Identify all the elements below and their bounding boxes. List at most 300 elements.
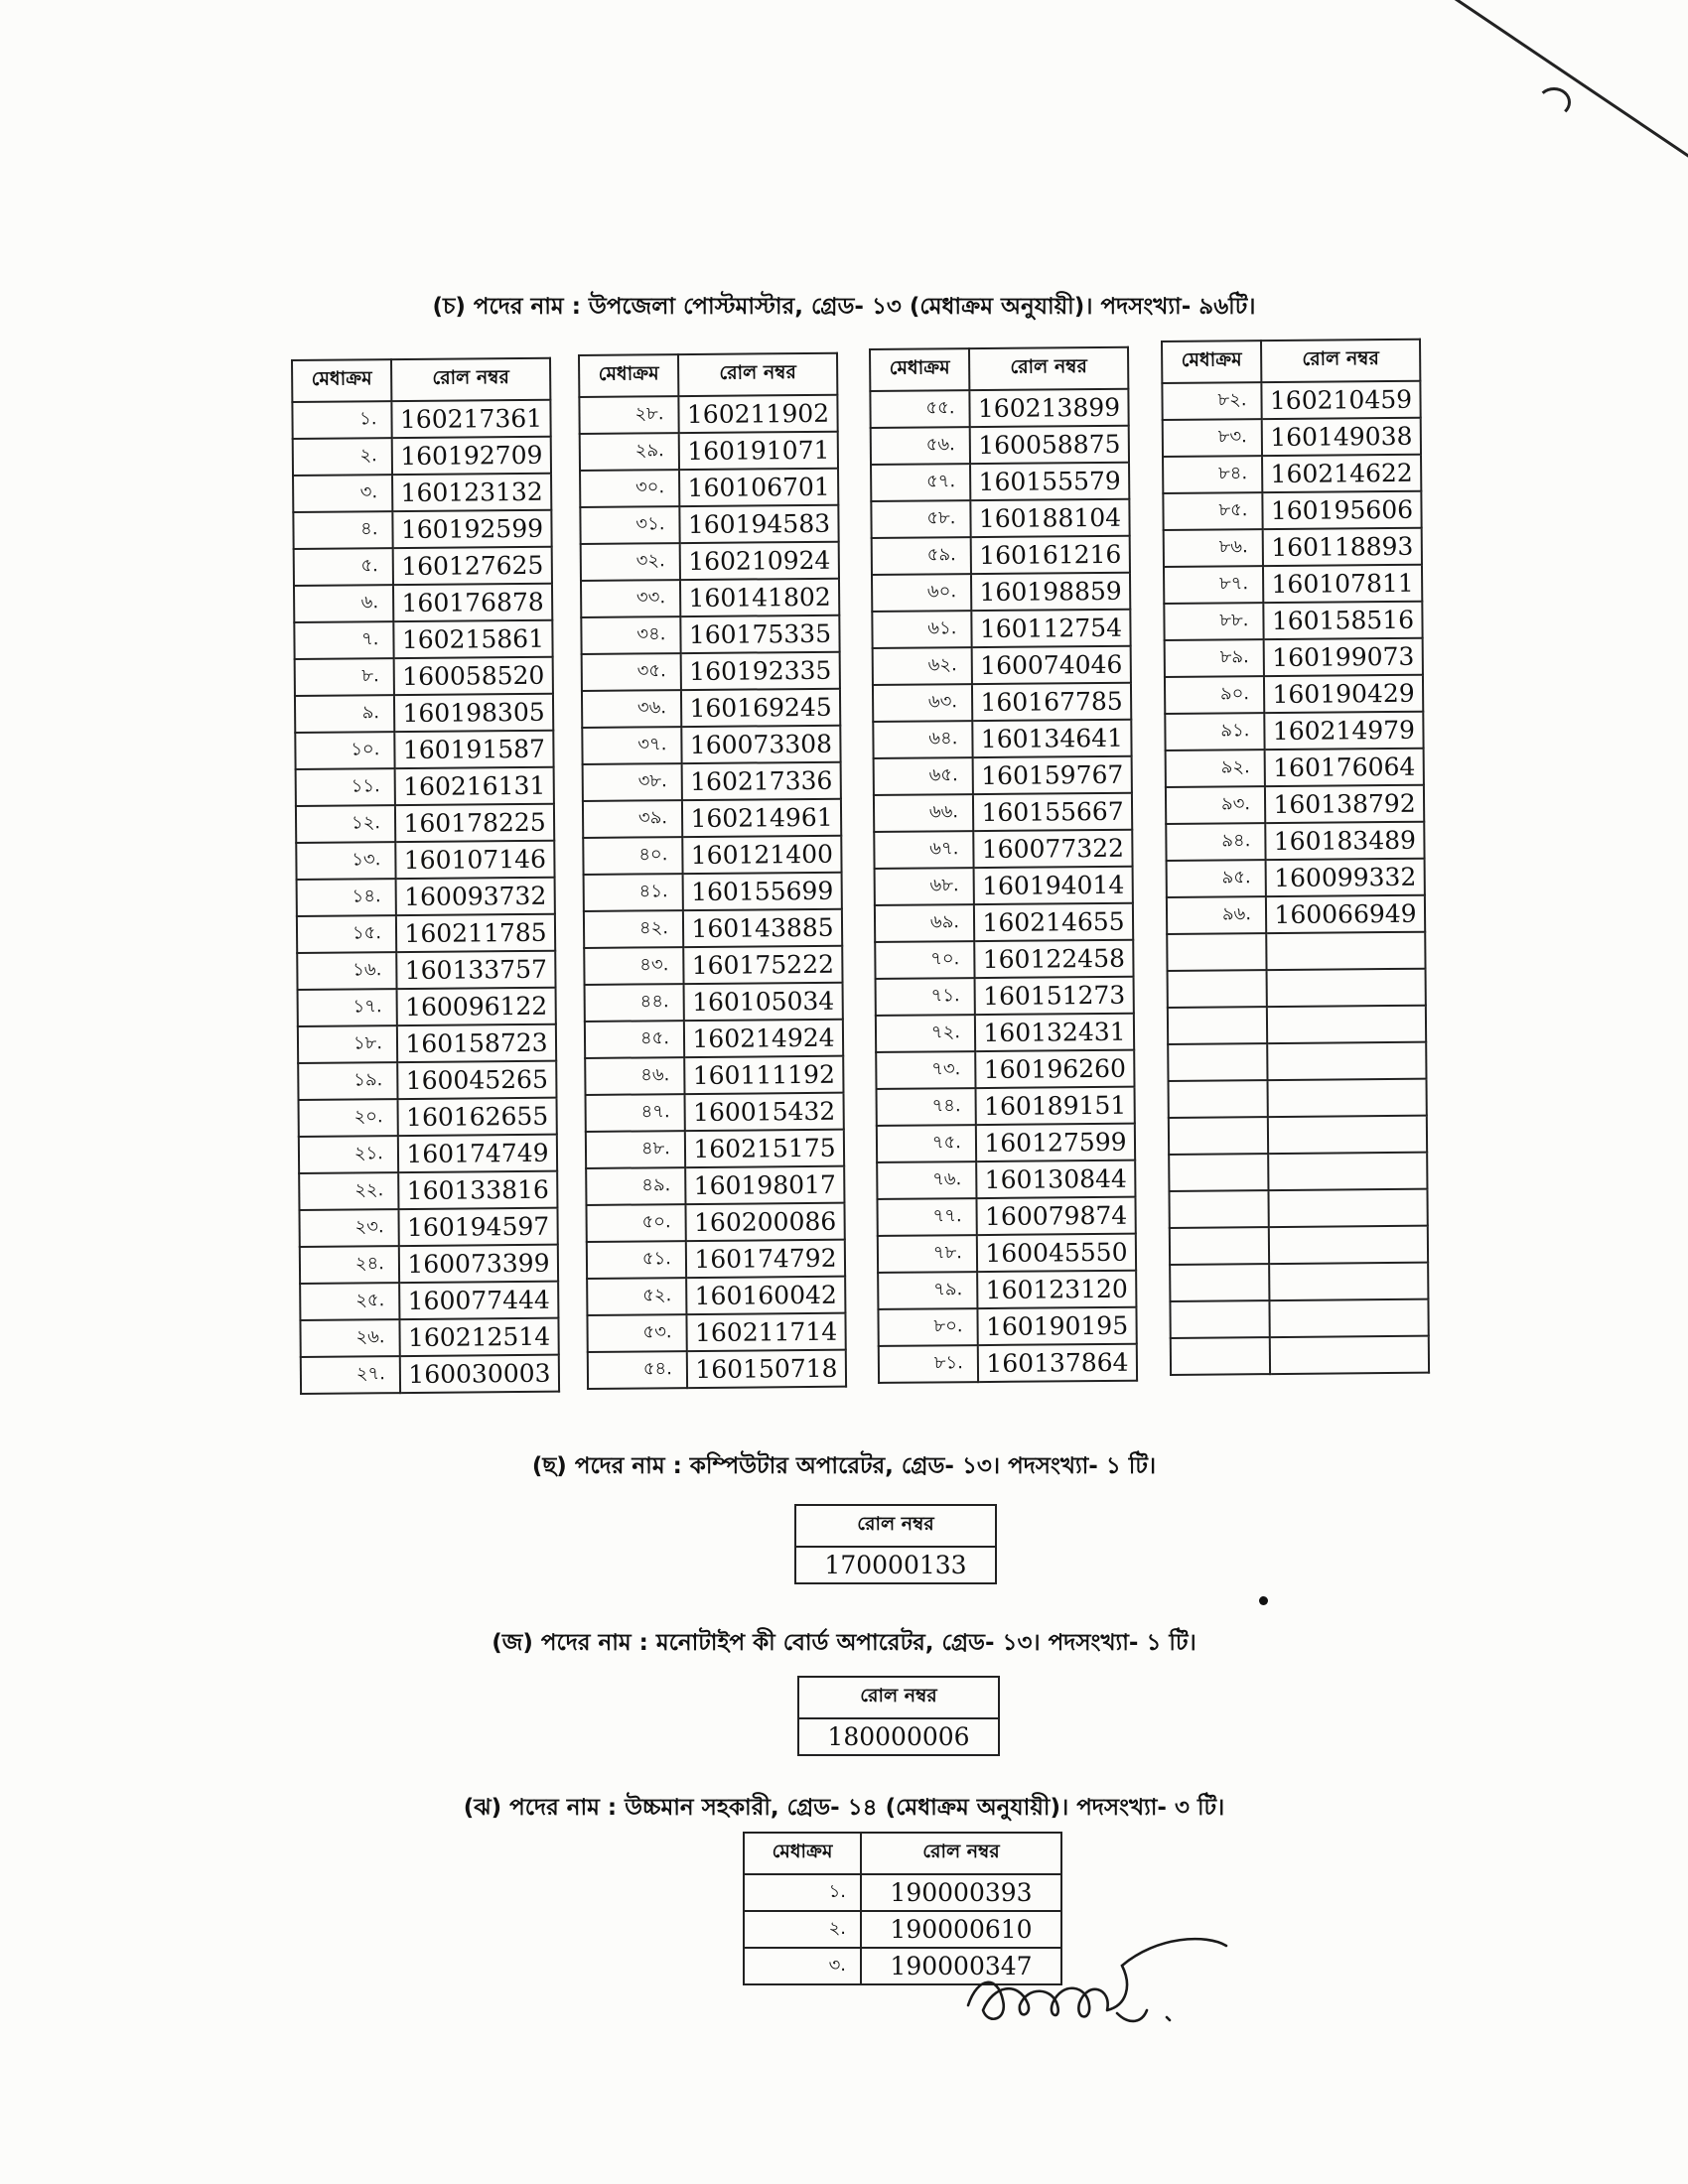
merit-serial <box>1169 1154 1268 1191</box>
table-row <box>1167 859 1425 897</box>
table-row <box>580 469 838 507</box>
roll-number: 160123132 <box>392 474 551 511</box>
merit-serial: ৩. <box>293 475 392 512</box>
table-row <box>877 1087 1135 1126</box>
table-row <box>879 1344 1137 1383</box>
table-row <box>1166 749 1424 787</box>
table-row <box>586 1166 844 1205</box>
roll-number: 160162655 <box>398 1098 557 1136</box>
table-row <box>298 1061 556 1100</box>
roll-number: 160093732 <box>396 878 555 915</box>
table-row <box>1162 381 1420 420</box>
roll-number: 160210924 <box>680 542 839 580</box>
merit-serial: ৫. <box>294 548 393 586</box>
merit-serial: ৭৭. <box>877 1198 976 1236</box>
merit-serial: ১৪. <box>297 879 396 916</box>
monotype-operator-table <box>797 1676 1000 1756</box>
section-ch-heading: (চ) পদের নাম : উপজেলা পোস্টমাস্টার, গ্রেড- ১৩ (মেধাক্রম অনুযায়ী)। পদসংখ্যা- ৯৬টি। <box>432 294 1256 320</box>
table-row <box>877 1197 1135 1236</box>
roll-number <box>1267 969 1426 1007</box>
merit-serial: ৮০. <box>878 1308 977 1346</box>
merit-serial: ৭৮. <box>878 1235 977 1273</box>
table-row <box>294 584 552 622</box>
table-row <box>581 615 839 654</box>
merit-serial: ৪১. <box>584 874 683 911</box>
merit-serial: ৯৩. <box>1166 786 1265 824</box>
roll-number: 160217361 <box>391 400 550 438</box>
roll-number: 160210459 <box>1261 381 1420 419</box>
table-row <box>1169 1079 1427 1118</box>
merit-serial: ৭৪. <box>877 1088 976 1126</box>
roll-number: 160211902 <box>678 395 837 433</box>
merit-serial: ৫১. <box>587 1241 686 1279</box>
roll-number: 160191587 <box>394 731 553 768</box>
roll-number: 160192335 <box>681 652 840 690</box>
table-row <box>299 1098 557 1137</box>
table-row <box>872 610 1130 648</box>
roll-number: 160132431 <box>975 1014 1134 1051</box>
roll-header: রোল নম্বর <box>969 347 1128 390</box>
roll-number: 160134641 <box>972 720 1131 757</box>
merit-serial: ২২. <box>299 1172 398 1210</box>
table-row <box>297 878 555 916</box>
roll-number: 160194014 <box>974 867 1133 904</box>
table-row <box>871 463 1129 501</box>
roll-number <box>1268 1079 1427 1117</box>
roll-number <box>1268 1153 1427 1190</box>
merit-serial: ৩৪. <box>581 616 680 654</box>
table-row <box>874 756 1132 795</box>
roll-header: রোল নম্বর <box>1261 340 1420 382</box>
table-row <box>876 1014 1134 1052</box>
table-row <box>875 867 1133 905</box>
roll-number: 160155699 <box>683 873 842 910</box>
merit-serial: ৮. <box>295 658 394 696</box>
table-row <box>586 1203 844 1242</box>
merit-serial: ৪০. <box>583 837 682 875</box>
roll-number: 160015432 <box>685 1093 844 1131</box>
roll-number: 160045550 <box>977 1234 1136 1272</box>
merit-header: মেধাক্রম <box>579 354 678 397</box>
roll-number <box>1270 1336 1429 1374</box>
roll-header: রোল নম্বর <box>798 1677 999 1718</box>
table-row <box>293 510 551 549</box>
roll-number: 160159767 <box>973 756 1132 794</box>
table-row <box>878 1307 1136 1346</box>
merit-serial: ২৭. <box>301 1356 400 1394</box>
merit-serial: ৩৭. <box>582 727 681 764</box>
table-row <box>294 620 552 659</box>
table-row <box>586 1093 844 1132</box>
merit-serial: ৫২. <box>587 1278 686 1315</box>
roll-number <box>1267 1042 1426 1080</box>
table-row <box>870 389 1128 428</box>
merit-serial: ২৫. <box>300 1283 399 1320</box>
punch-hole-mark <box>1537 87 1571 117</box>
merit-table-column-1 <box>291 357 560 1395</box>
merit-serial: ৩৮. <box>583 763 682 801</box>
merit-serial: ৬১. <box>872 611 971 648</box>
table-row <box>582 689 840 728</box>
roll-number: 160149038 <box>1262 418 1421 456</box>
roll-number: 160199073 <box>1264 638 1423 676</box>
merit-serial: ৫৩. <box>587 1314 686 1352</box>
table-row <box>1165 712 1423 751</box>
table-row <box>873 646 1131 685</box>
roll-number: 160158723 <box>397 1024 556 1062</box>
roll-number: 160137864 <box>978 1344 1137 1382</box>
merit-serial <box>1167 933 1266 971</box>
table-row <box>301 1355 559 1394</box>
merit-serial: ২. <box>744 1911 861 1948</box>
merit-header: মেধাক্রম <box>1162 341 1261 383</box>
merit-serial: ৬০. <box>872 574 971 612</box>
merit-serial: ৭৫. <box>877 1125 976 1162</box>
table-row <box>1163 455 1421 493</box>
merit-serial: ২০. <box>299 1099 398 1137</box>
merit-serial: ৭. <box>294 621 393 659</box>
roll-number: 160112754 <box>971 610 1130 647</box>
merit-serial: ২. <box>293 438 392 476</box>
merit-serial: ৪৫. <box>585 1021 684 1058</box>
roll-number: 160192709 <box>392 437 551 475</box>
merit-serial: ১৩. <box>296 842 395 880</box>
merit-header: মেধাক্রম <box>870 348 969 391</box>
merit-serial: ৯০. <box>1165 676 1264 714</box>
merit-serial: ১. <box>744 1874 861 1911</box>
roll-number: 160077444 <box>399 1282 558 1319</box>
merit-serial: ৭০. <box>875 941 974 979</box>
table-row <box>580 505 838 544</box>
table-row <box>295 731 553 769</box>
merit-serial: ৪৩. <box>584 947 683 985</box>
roll-number: 160133816 <box>398 1171 557 1209</box>
ink-dot <box>1259 1596 1268 1605</box>
table-row <box>873 720 1131 758</box>
merit-serial: ২৮. <box>579 396 678 434</box>
roll-number: 160174792 <box>686 1240 845 1278</box>
merit-serial: ৩. <box>744 1948 861 1984</box>
table-row <box>587 1313 845 1352</box>
roll-header: রোল নম্বর <box>391 358 550 401</box>
roll-number: 160138792 <box>1265 785 1424 823</box>
merit-serial: ৭১. <box>876 978 975 1016</box>
handwritten-signature <box>958 1926 1256 2055</box>
table-row <box>1164 602 1422 640</box>
roll-number: 160127599 <box>976 1124 1135 1161</box>
table-row <box>877 1160 1135 1199</box>
merit-serial: ৬৩. <box>873 684 972 722</box>
table-row <box>1163 491 1421 530</box>
roll-number <box>1267 1006 1426 1043</box>
merit-serial: ৮৩. <box>1163 419 1262 457</box>
roll-number: 160176878 <box>393 584 552 621</box>
table-row <box>292 400 550 439</box>
table-row <box>300 1318 558 1357</box>
merit-serial: ৪৭. <box>586 1094 685 1132</box>
merit-header: মেধাক্রম <box>744 1833 861 1874</box>
merit-serial: ৬২. <box>873 647 972 685</box>
table-row <box>580 432 838 471</box>
table-row <box>1171 1336 1429 1375</box>
roll-number <box>1269 1299 1428 1337</box>
merit-serial: ৬. <box>294 585 393 622</box>
table-row <box>581 579 839 617</box>
merit-serial: ৫৬. <box>871 427 970 465</box>
table-row <box>873 683 1131 722</box>
table-row <box>299 1171 557 1210</box>
roll-number: 160161216 <box>971 536 1130 574</box>
table-row <box>300 1282 558 1320</box>
roll-number: 160215175 <box>685 1130 844 1167</box>
merit-serial: ৭৩. <box>876 1051 975 1089</box>
roll-number: 160106701 <box>679 469 838 506</box>
roll-number: 180000006 <box>798 1718 999 1755</box>
merit-serial: ১০. <box>295 732 394 769</box>
table-row <box>295 657 553 696</box>
table-row <box>1167 895 1425 934</box>
roll-number: 160143885 <box>683 909 842 947</box>
merit-serial: ১. <box>292 401 391 439</box>
roll-number: 160107811 <box>1263 565 1422 603</box>
merit-serial: ৮৭. <box>1164 566 1263 604</box>
merit-serial: ৯২. <box>1166 750 1265 787</box>
table-row <box>297 951 555 990</box>
roll-number: 160198017 <box>685 1166 844 1204</box>
roll-number: 170000133 <box>795 1547 996 1583</box>
table-row <box>1164 565 1422 604</box>
roll-number: 160214622 <box>1262 455 1421 492</box>
merit-serial: ১৮. <box>298 1025 397 1063</box>
table-row <box>582 652 840 691</box>
merit-table-column-3 <box>869 346 1138 1384</box>
merit-serial: ১৬. <box>297 952 396 990</box>
roll-number: 160111192 <box>684 1056 843 1094</box>
merit-serial: ৬৭. <box>874 831 973 869</box>
merit-serial: ৪. <box>293 511 392 549</box>
roll-number: 160160042 <box>686 1277 845 1314</box>
merit-serial: ৪৯. <box>586 1167 685 1205</box>
table-row <box>581 542 839 581</box>
merit-serial: ২৯. <box>580 433 679 471</box>
roll-number: 160030003 <box>400 1355 559 1393</box>
roll-number: 160118893 <box>1263 528 1422 566</box>
table-row <box>299 1135 557 1173</box>
merit-serial: ৯৬. <box>1167 896 1266 934</box>
table-row <box>872 573 1130 612</box>
merit-serial: ১১. <box>296 768 395 806</box>
merit-serial: ৩২. <box>581 543 680 581</box>
table-row <box>875 940 1133 979</box>
computer-operator-table <box>794 1504 997 1584</box>
roll-number: 160155667 <box>973 793 1132 831</box>
merit-serial: ৩৬. <box>582 690 681 728</box>
table-row <box>587 1240 845 1279</box>
merit-serial: ৫৯. <box>872 537 971 575</box>
table-row <box>874 830 1132 869</box>
table-row <box>875 903 1133 942</box>
merit-serial: ৭৯. <box>878 1272 977 1309</box>
merit-serial: ৮২. <box>1162 382 1261 420</box>
merit-serial: ৩৩. <box>581 580 680 617</box>
table-row <box>587 1277 845 1315</box>
roll-number: 160216131 <box>395 767 554 805</box>
table-row <box>1170 1226 1428 1265</box>
merit-header: মেধাক্রম <box>292 359 391 402</box>
merit-serial: ২৪. <box>300 1246 399 1284</box>
merit-serial: ৮১. <box>879 1345 978 1383</box>
merit-serial <box>1168 970 1267 1008</box>
section-chh-heading: (ছ) পদের নাম : কম্পিউটার অপারেটর, গ্রেড- ১৩। পদসংখ্যা- ১ টি। <box>531 1453 1157 1479</box>
roll-number <box>1269 1226 1428 1264</box>
table-row <box>1166 785 1424 824</box>
table-row <box>1170 1263 1428 1301</box>
merit-table-column-4 <box>1161 339 1430 1376</box>
roll-number: 160151273 <box>975 977 1134 1015</box>
roll-number: 190000347 <box>861 1948 1061 1984</box>
roll-number: 160058520 <box>394 657 553 695</box>
roll-number: 160133757 <box>396 951 555 989</box>
merit-serial <box>1169 1080 1268 1118</box>
roll-number: 160196260 <box>975 1050 1134 1088</box>
table-row <box>297 914 555 953</box>
merit-serial: ২১. <box>299 1136 398 1173</box>
table-row <box>579 395 837 434</box>
roll-number: 160188104 <box>970 499 1129 537</box>
roll-number: 160191071 <box>679 432 838 470</box>
table-row <box>744 1874 1061 1911</box>
table-row <box>585 1020 843 1058</box>
corner-scan-line <box>1429 0 1688 166</box>
roll-number: 160123120 <box>977 1271 1136 1308</box>
table-row <box>585 983 843 1022</box>
roll-number: 160073308 <box>681 726 840 763</box>
section-jh-heading: (ঝ) পদের নাম : উচ্চমান সহকারী, গ্রেড- ১৪ (মেধাক্রম অনুযায়ী)। পদসংখ্যা- ৩ টি। <box>463 1795 1225 1821</box>
merit-serial: ৫৪. <box>588 1351 687 1389</box>
table-row <box>878 1234 1136 1273</box>
table-row <box>584 873 842 911</box>
roll-number: 160194597 <box>398 1208 557 1246</box>
merit-serial: ৮৯. <box>1165 639 1264 677</box>
section-j-heading: (জ) পদের নাম : মনোটাইপ কী বোর্ড অপারেটর, গ্রেড- ১৩। পদসংখ্যা- ১ টি। <box>492 1630 1196 1656</box>
table-row <box>293 437 551 476</box>
table-row <box>298 1024 556 1063</box>
table-row <box>296 841 554 880</box>
roll-number: 160107146 <box>395 841 554 879</box>
table-row <box>300 1245 558 1284</box>
table-row <box>296 804 554 843</box>
roll-number: 160183489 <box>1265 822 1424 860</box>
roll-header: রোল নম্বর <box>861 1833 1061 1874</box>
merit-serial: ৪৪. <box>585 984 684 1022</box>
merit-serial: ৮৫. <box>1163 492 1262 530</box>
table-row <box>583 762 841 801</box>
table-row <box>1168 1042 1426 1081</box>
roll-number: 160214924 <box>684 1020 843 1057</box>
roll-number: 160121400 <box>682 836 841 874</box>
table-row <box>872 536 1130 575</box>
roll-number: 160122458 <box>974 940 1133 978</box>
table-row <box>582 726 840 764</box>
roll-number: 160198305 <box>394 694 553 732</box>
merit-serial: ৭২. <box>876 1015 975 1052</box>
table-row <box>295 694 553 733</box>
table-row <box>1169 1153 1427 1191</box>
roll-number: 160217336 <box>682 762 841 800</box>
merit-serial: ৬৮. <box>875 868 974 905</box>
table-row <box>298 988 556 1026</box>
merit-serial: ৪৮. <box>586 1131 685 1168</box>
merit-serial <box>1168 1043 1267 1081</box>
merit-serial: ১২. <box>296 805 395 843</box>
merit-serial: ২৬. <box>300 1319 399 1357</box>
merit-serial: ৮৬. <box>1164 529 1263 567</box>
merit-serial: ১৭. <box>298 989 397 1026</box>
merit-serial: ৫৫. <box>870 390 969 428</box>
roll-number: 160096122 <box>397 988 556 1025</box>
merit-table-column-2 <box>578 352 847 1390</box>
roll-number: 160214961 <box>682 799 841 837</box>
table-row <box>583 799 841 838</box>
roll-number: 160066949 <box>1266 895 1425 933</box>
table-row <box>876 977 1134 1016</box>
table-row <box>584 909 842 948</box>
table-row <box>1168 1006 1426 1044</box>
roll-number: 160190429 <box>1264 675 1423 713</box>
roll-number: 160079874 <box>976 1197 1135 1235</box>
merit-serial: ৫০. <box>586 1204 685 1242</box>
merit-serial: ৯. <box>295 695 394 733</box>
roll-number: 160175222 <box>683 946 842 984</box>
table-row <box>296 767 554 806</box>
merit-serial: ১৫. <box>297 915 396 953</box>
roll-number: 160105034 <box>684 983 843 1021</box>
merit-serial: ৬৫. <box>874 757 973 795</box>
roll-number: 160212514 <box>399 1318 558 1356</box>
table-row <box>1164 528 1422 567</box>
merit-serial <box>1168 1007 1267 1044</box>
roll-number: 190000610 <box>861 1911 1061 1948</box>
roll-number: 160178225 <box>395 804 554 842</box>
merit-serial: ৫৭. <box>871 464 970 501</box>
roll-number: 160190195 <box>977 1307 1136 1345</box>
roll-number: 160141802 <box>680 579 839 616</box>
roll-number: 160127625 <box>393 547 552 585</box>
table-row <box>293 474 551 512</box>
roll-number <box>1266 932 1425 970</box>
roll-number: 160174749 <box>398 1135 557 1172</box>
table-row <box>1165 675 1423 714</box>
roll-number: 160130844 <box>976 1160 1135 1198</box>
roll-number <box>1268 1116 1427 1154</box>
merit-serial <box>1170 1227 1269 1265</box>
table-row <box>1165 638 1423 677</box>
roll-number: 160158516 <box>1263 602 1422 639</box>
roll-number: 160189151 <box>976 1087 1135 1125</box>
table-row <box>583 836 841 875</box>
table-row <box>1163 418 1421 457</box>
table-row <box>1169 1116 1427 1155</box>
roll-number: 160214979 <box>1264 712 1423 750</box>
roll-number <box>1268 1189 1427 1227</box>
table-row <box>1167 932 1425 971</box>
roll-number: 160167785 <box>972 683 1131 721</box>
roll-number: 160176064 <box>1265 749 1424 786</box>
roll-number: 190000393 <box>861 1874 1061 1911</box>
merit-serial <box>1170 1300 1269 1338</box>
table-row <box>585 1056 843 1095</box>
roll-number: 160073399 <box>399 1245 558 1283</box>
